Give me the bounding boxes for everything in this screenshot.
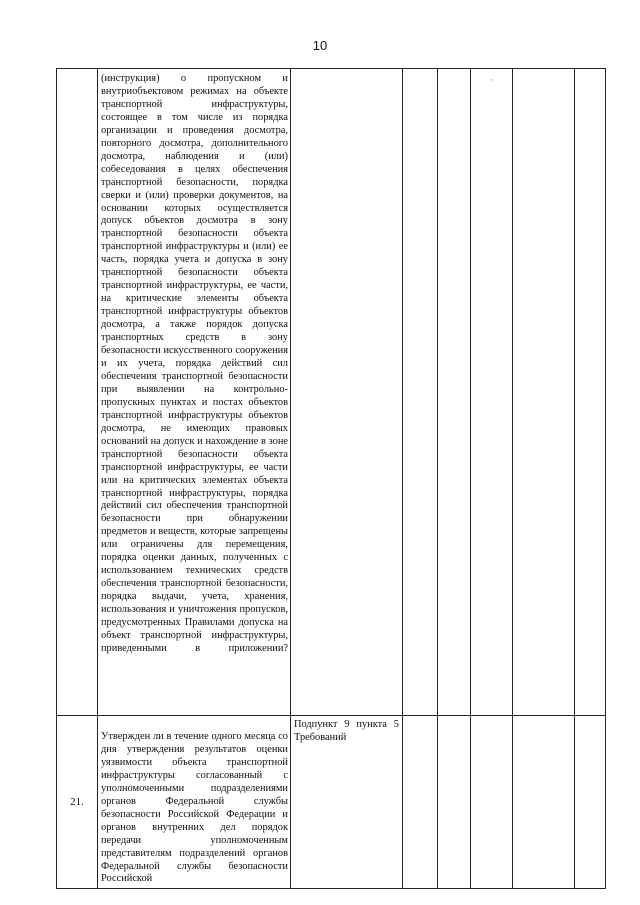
row-number-cell (57, 716, 98, 889)
row-number: 21. (70, 796, 84, 809)
answer-na-cell (471, 716, 513, 889)
question-text: Утвержден ли в течение одного месяца со дня утверждения результатов оценки уязвимости объекта транспортной инфраструктуры согласованный с уполномоченными подразделениями органов Федеральной службы безопасности Российской Федерации и органов внутренних дел порядок передачи уполномоченным представителям подразделений органов Федеральной службы безопасности Российской (101, 731, 288, 885)
answer-no-cell (438, 69, 471, 716)
notes-cell (513, 69, 575, 716)
stray-mark: · (490, 75, 493, 85)
table-row (57, 69, 606, 716)
reference-text (291, 69, 402, 71)
page-number: 10 (312, 38, 328, 53)
table-row (57, 716, 606, 889)
question-cell (98, 716, 291, 889)
answer-na-cell (471, 69, 513, 716)
question-text: (инструкция) о пропускном и внутриобъектовом режимах на объекте транспортной инфраструктуры, состоящее в том числе из порядка организации и проведения досмотра, повторного досмотра, дополнительного досмотра, наблюдения и (или) собеседования в целях обеспечения транспортной безопасности, порядка сверки и (или) проверки документов, на основании которых осуществляется допуск объектов досмотра в зону транспортной безопасности объекта транспортной инфраструктуры и (или) ее часть, порядка учета и допуска в зону транспортной безопасности объекта транспортной инфраструктуры, ее части, на критические элементы объекта транспортной инфраструктуры объектов досмотра, а также порядок допуска транспортных средств в зону безопасности искусственного сооружения и их учета, порядка действий сил обеспечения транспортной безопасности при выявлении на контрольно-пропускных пунктах и постах объектов транспортной инфраструктуры объектов досмотра, не имеющих правовых оснований на допуск и нахождение в зоне транспортной безопасности объекта транспортной инфраструктуры, ее части или на критических элементах объекта транспортной инфраструктуры, порядка действий сил обеспечения транспортной безопасности при обнаружении предметов и веществ, которые запрещены или ограничены для перемещения, порядка оценки данных, полученных с использованием технических средств обеспечения транспортной безопасности, порядка выдачи, учета, хранения, использования и уничтожения пропусков, предусмотренных Правилами допуска на объект транспортной инфраструктуры, приведенными в приложении? (101, 73, 288, 654)
reference-text: Подпункт 9 пункта 5 Требований (294, 719, 399, 743)
answer-yes-cell (403, 69, 438, 716)
notes-cell (513, 716, 575, 889)
answer-yes-cell (403, 716, 438, 889)
reference-cell (291, 69, 403, 716)
answer-no-cell (438, 716, 471, 889)
row-number-cell (57, 69, 98, 716)
extra-cell (575, 716, 606, 889)
checklist-table (56, 68, 606, 889)
reference-cell (291, 716, 403, 889)
extra-cell (575, 69, 606, 716)
question-cell (98, 69, 291, 716)
